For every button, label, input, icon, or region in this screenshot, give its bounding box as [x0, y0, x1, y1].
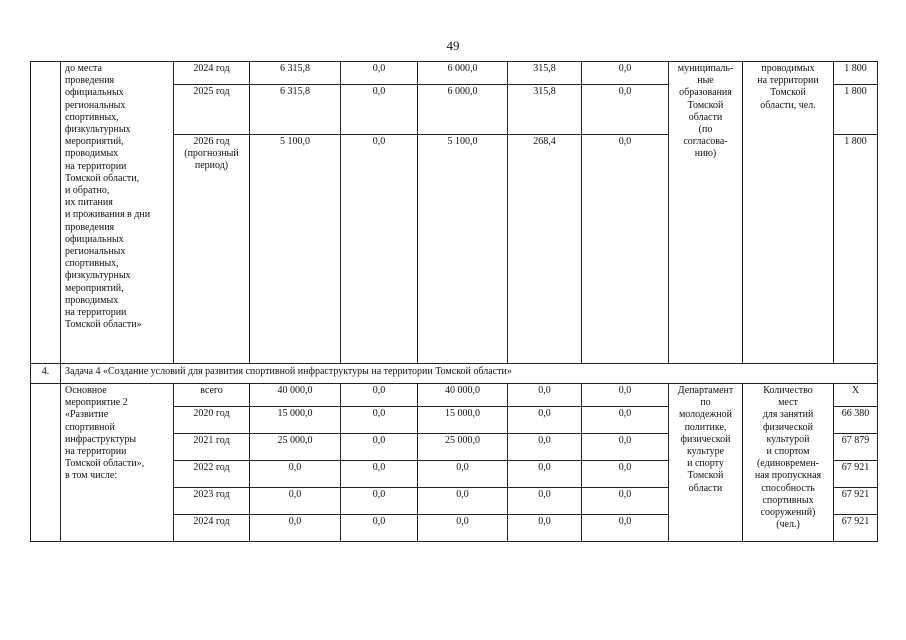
- local-cell: 0,0: [508, 434, 582, 461]
- regional-cell: 40 000,0: [418, 384, 508, 407]
- year-cell: 2026 год (прогнозный период): [174, 135, 250, 364]
- regional-cell: 6 000,0: [418, 85, 508, 135]
- other-cell: 0,0: [582, 85, 669, 135]
- indicator-value-cell: 67 921: [834, 515, 878, 542]
- table-row: [31, 384, 878, 407]
- year-cell: 2024 год: [174, 62, 250, 85]
- total-cell: 0,0: [250, 461, 341, 488]
- regional-cell: 5 100,0: [418, 135, 508, 364]
- federal-cell: 0,0: [341, 62, 418, 85]
- other-cell: 0,0: [582, 135, 669, 364]
- indicator-value-cell: 1 800: [834, 135, 878, 364]
- executor-cell: муниципаль- ные образования Томской области (по согласова- нию): [669, 62, 743, 364]
- year-cell: 2024 год: [174, 515, 250, 542]
- indicator-value-cell: 66 380: [834, 407, 878, 434]
- federal-cell: 0,0: [341, 85, 418, 135]
- regional-cell: 0,0: [418, 488, 508, 515]
- other-cell: 0,0: [582, 461, 669, 488]
- local-cell: 0,0: [508, 461, 582, 488]
- other-cell: 0,0: [582, 384, 669, 407]
- year-cell: 2021 год: [174, 434, 250, 461]
- total-cell: 0,0: [250, 515, 341, 542]
- regional-cell: 15 000,0: [418, 407, 508, 434]
- other-cell: 0,0: [582, 62, 669, 85]
- other-cell: 0,0: [582, 434, 669, 461]
- regional-cell: 6 000,0: [418, 62, 508, 85]
- total-cell: 5 100,0: [250, 135, 341, 364]
- task-title: Задача 4 «Создание условий для развития спортивной инфраструктуры на территории Томской области»: [61, 364, 878, 384]
- regional-cell: 0,0: [418, 515, 508, 542]
- total-cell: 40 000,0: [250, 384, 341, 407]
- local-cell: 0,0: [508, 488, 582, 515]
- year-cell: 2025 год: [174, 85, 250, 135]
- indicator-value-cell: 67 921: [834, 488, 878, 515]
- other-cell: 0,0: [582, 488, 669, 515]
- year-cell: 2023 год: [174, 488, 250, 515]
- local-cell: 0,0: [508, 384, 582, 407]
- indicator-value-cell: 1 800: [834, 62, 878, 85]
- table-row: [31, 62, 878, 85]
- indicator-value-cell: Х: [834, 384, 878, 407]
- total-cell: 15 000,0: [250, 407, 341, 434]
- page-number: 49: [446, 38, 460, 53]
- program-table: [30, 61, 878, 542]
- activity-name-cell: до места проведения официальных региональных спортивных, физкультурных мероприятий, проводимых на территории Томской области, и обратно, их питания и проживания в дни проведения официальных региональных спортивных, физкультурных мероприятий, проводимых на территории Томской области»: [61, 62, 174, 364]
- year-cell: 2020 год: [174, 407, 250, 434]
- year-cell: всего: [174, 384, 250, 407]
- regional-cell: 0,0: [418, 461, 508, 488]
- indicator-value-cell: 1 800: [834, 85, 878, 135]
- federal-cell: 0,0: [341, 384, 418, 407]
- indicator-value-cell: 67 921: [834, 461, 878, 488]
- other-cell: 0,0: [582, 515, 669, 542]
- local-cell: 268,4: [508, 135, 582, 364]
- federal-cell: 0,0: [341, 135, 418, 364]
- local-cell: 0,0: [508, 407, 582, 434]
- local-cell: 315,8: [508, 62, 582, 85]
- federal-cell: 0,0: [341, 407, 418, 434]
- other-cell: 0,0: [582, 407, 669, 434]
- federal-cell: 0,0: [341, 515, 418, 542]
- federal-cell: 0,0: [341, 461, 418, 488]
- indicator-value-cell: 67 879: [834, 434, 878, 461]
- row-number-cell: [31, 384, 61, 542]
- indicator-cell: Количество мест для занятий физической культурой и спортом (единовремен- ная пропускная способность спортивных сооружений) (чел.): [743, 384, 834, 542]
- activity-name-cell: Основное мероприятие 2 «Развитие спортивной инфраструктуры на территории Томской области», в том числе:: [61, 384, 174, 542]
- regional-cell: 25 000,0: [418, 434, 508, 461]
- year-cell: 2022 год: [174, 461, 250, 488]
- federal-cell: 0,0: [341, 434, 418, 461]
- total-cell: 0,0: [250, 488, 341, 515]
- task-number: 4.: [31, 364, 61, 384]
- local-cell: 315,8: [508, 85, 582, 135]
- total-cell: 25 000,0: [250, 434, 341, 461]
- total-cell: 6 315,8: [250, 62, 341, 85]
- row-number-cell: [31, 62, 61, 364]
- federal-cell: 0,0: [341, 488, 418, 515]
- total-cell: 6 315,8: [250, 85, 341, 135]
- indicator-cell: проводимых на территории Томской области, чел.: [743, 62, 834, 364]
- executor-cell: Департамент по молодежной политике, физической культуре и спорту Томской области: [669, 384, 743, 542]
- local-cell: 0,0: [508, 515, 582, 542]
- task-row: [31, 364, 878, 384]
